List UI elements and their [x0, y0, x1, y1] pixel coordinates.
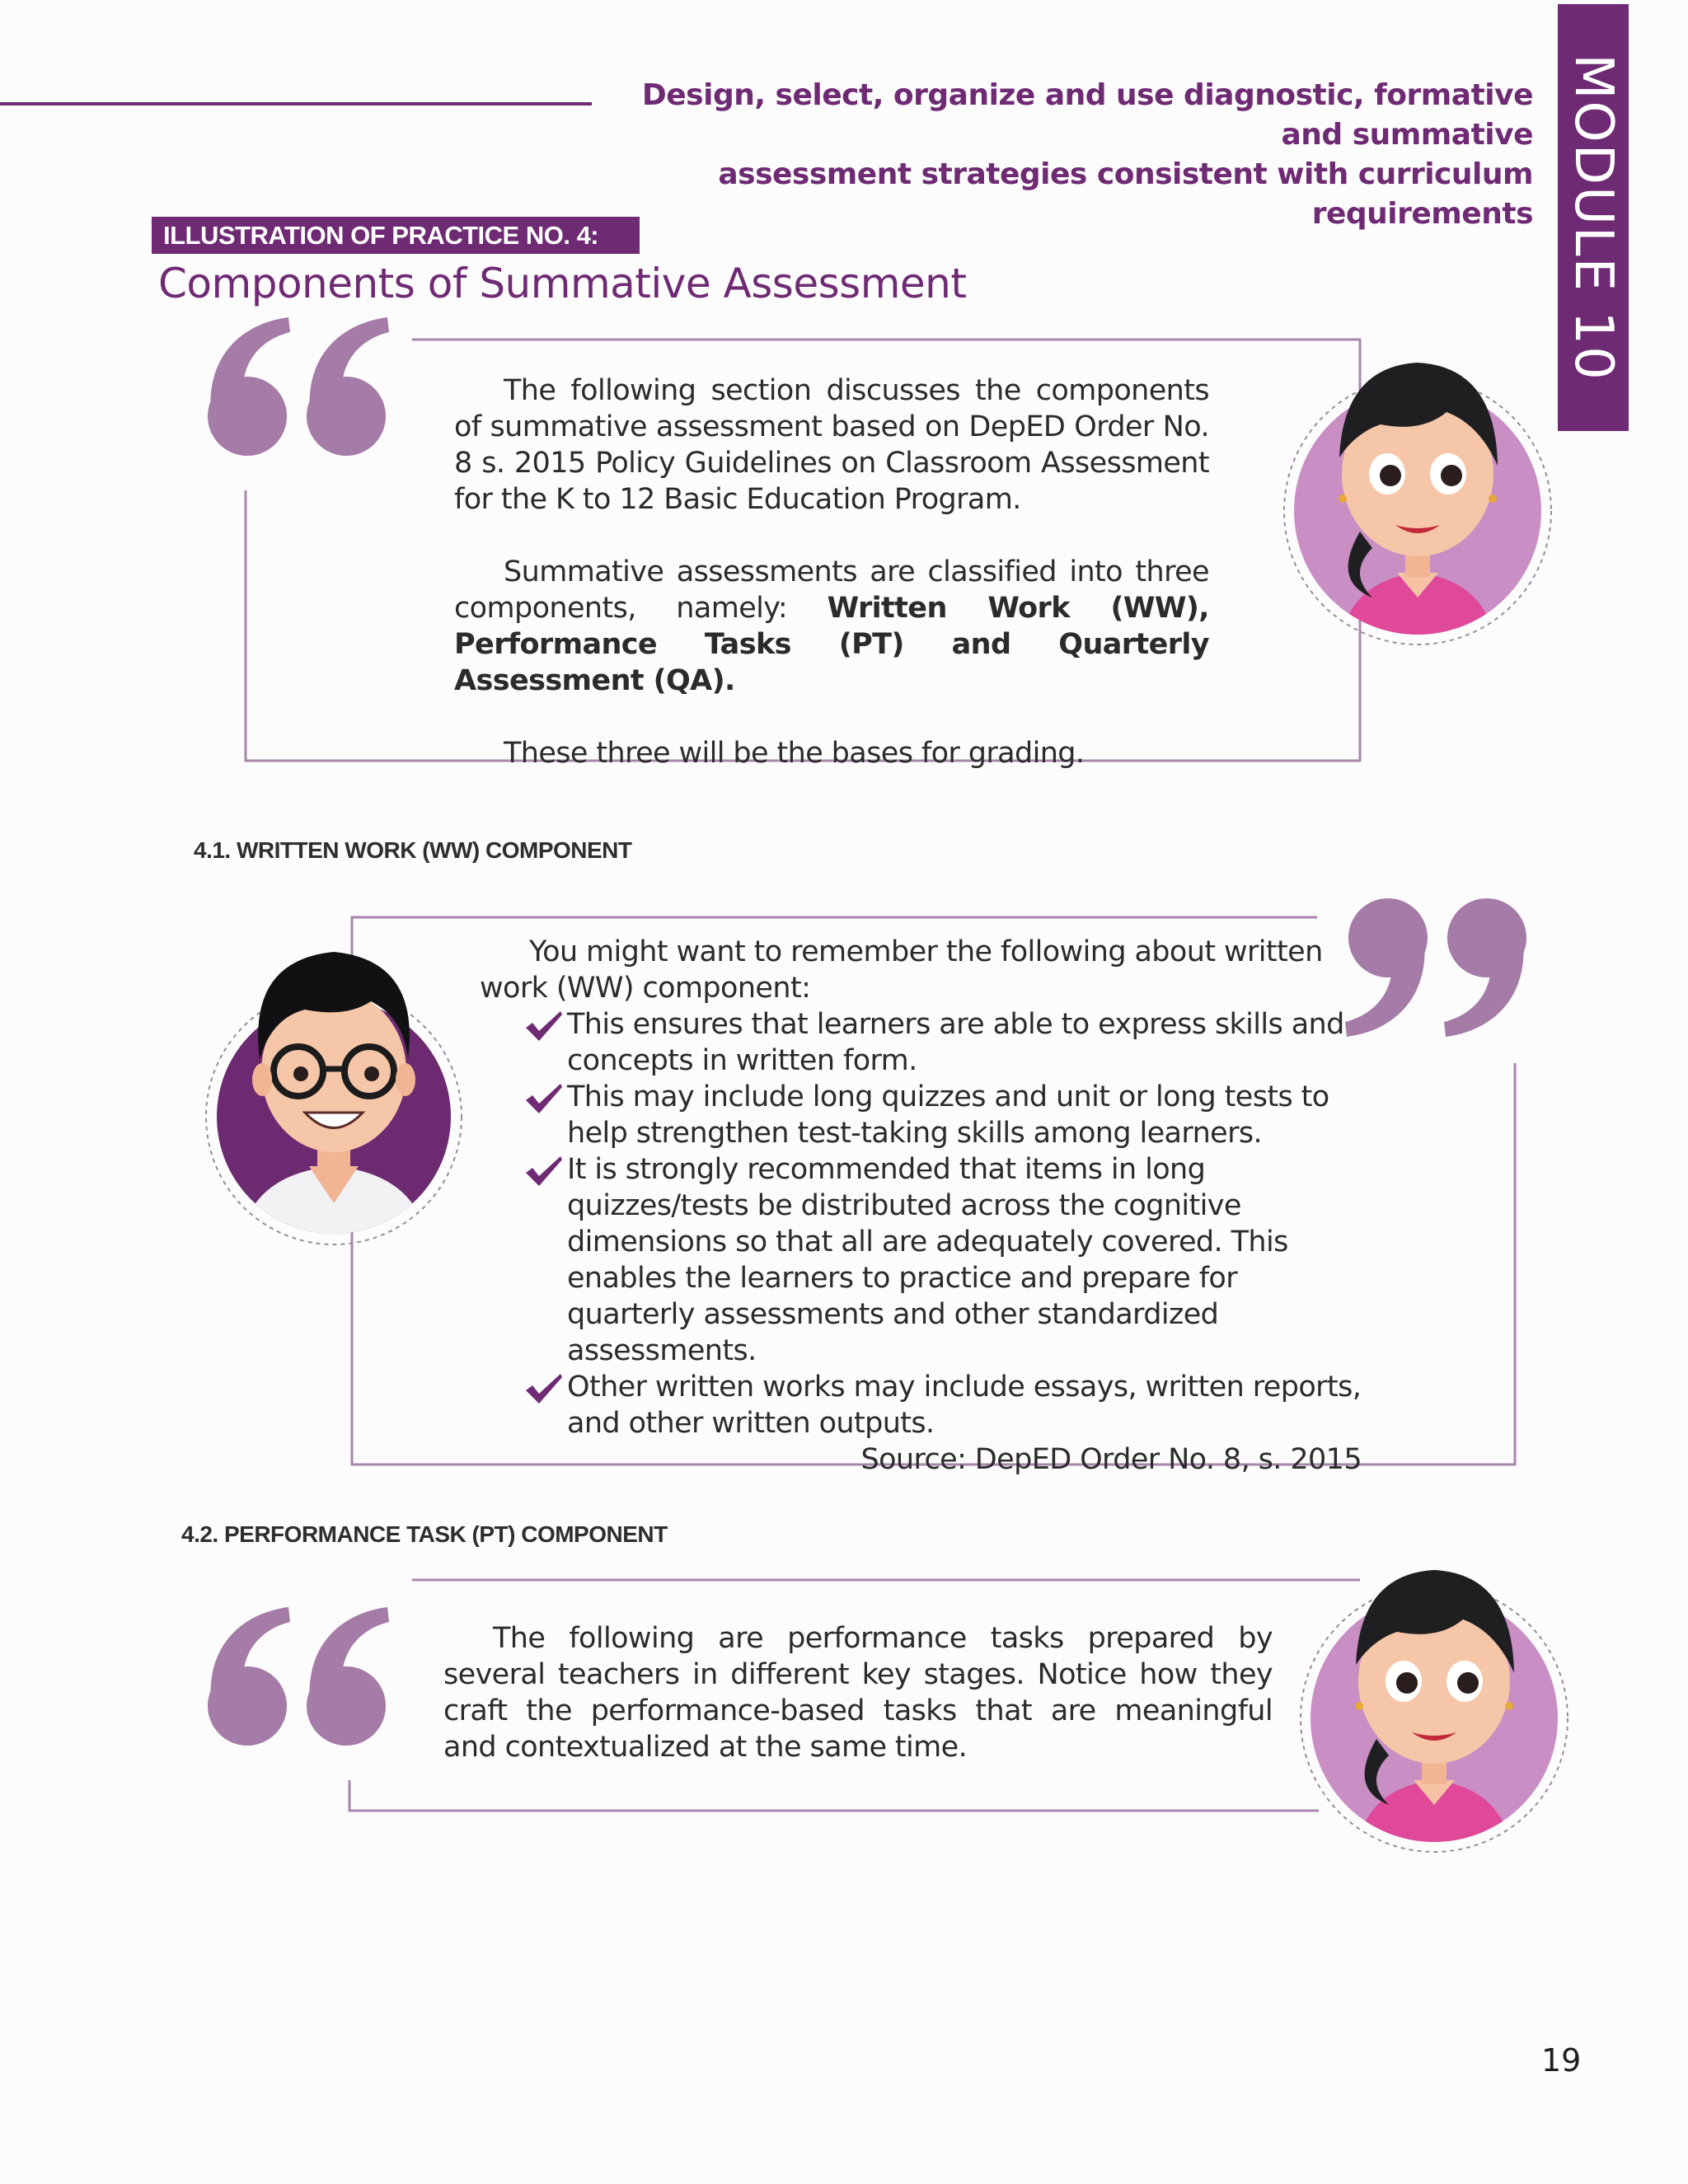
open-quote-icon	[206, 317, 392, 457]
header-line-1: Design, select, organize and use diagnostic, formative and summative	[641, 78, 1533, 152]
practice-label: ILLUSTRATION OF PRACTICE NO. 4:	[152, 217, 640, 254]
list-item	[480, 1079, 1362, 1151]
check-icon	[524, 1010, 564, 1043]
open-quote-icon	[206, 1607, 392, 1747]
ww-section-heading: 4.1. WRITTEN WORK (WW) COMPONENT	[194, 837, 632, 863]
ww-intro: You might want to remember the following about written work (WW) component:	[480, 935, 1323, 1005]
check-icon	[524, 1155, 564, 1188]
teacher-man-avatar	[198, 927, 470, 1249]
list-item	[480, 1006, 1362, 1079]
ww-callout	[480, 934, 1362, 1478]
check-icon	[524, 1372, 564, 1405]
pt-paragraph: The following are performance tasks prepared by several teachers in different key stages. Notice how they craft the performance-based tasks that are meaningful and contextualized at the same time.	[443, 1622, 1273, 1764]
intro-paragraph-2-text: Summative assessments are classified into three components, namely:	[454, 555, 1209, 625]
intro-paragraph-1: The following section discusses the components of summative assessment based on DepED Order No. 8 s. 2015 Policy Guidelines on Classroom Assessment for the K to 12 Basic Education Program.	[454, 374, 1209, 516]
check-icon	[524, 1082, 564, 1115]
ww-item-text: This ensures that learners are able to express skills and concepts in written form.	[567, 1008, 1344, 1077]
list-item	[480, 1151, 1362, 1369]
ww-item-text: It is strongly recommended that items in long quizzes/tests be distributed across the cognitive dimensions so that all are adequately covered. This enables the learners to practice and prepare for quarterly assessments and other standardized assessments.	[567, 1153, 1288, 1367]
teacher-woman-avatar	[1298, 1541, 1570, 1854]
ww-list	[480, 1006, 1362, 1441]
list-item	[480, 1369, 1362, 1441]
close-quote-icon	[1343, 897, 1529, 1037]
pt-section-heading: 4.2. PERFORMANCE TASK (PT) COMPONENT	[181, 1521, 668, 1547]
teacher-woman-avatar	[1282, 334, 1554, 647]
page-number: 19	[1541, 2042, 1582, 2079]
ww-item-text: Other written works may include essays, written reports, and other written outputs.	[567, 1371, 1362, 1440]
pt-callout	[443, 1620, 1273, 1765]
intro-components-list: Written Work (WW), Performance Tasks (PT) and Quarterly Assessment (QA).	[454, 592, 1209, 697]
ww-source: Source: DepED Order No. 8, s. 2015	[860, 1443, 1362, 1476]
module-tab-label: MODULE 10	[1563, 54, 1624, 382]
header-line-2: assessment strategies consistent with curriculum requirements	[718, 157, 1533, 231]
page-title: Components of Summative Assessment	[158, 260, 967, 307]
ww-item-text: This may include long quizzes and unit or long tests to help strengthen test-taking skills among learners.	[567, 1080, 1329, 1150]
intro-paragraph-2	[454, 554, 1209, 699]
intro-callout	[454, 373, 1209, 771]
intro-paragraph-3: These three will be the bases for grading.	[504, 737, 1085, 770]
